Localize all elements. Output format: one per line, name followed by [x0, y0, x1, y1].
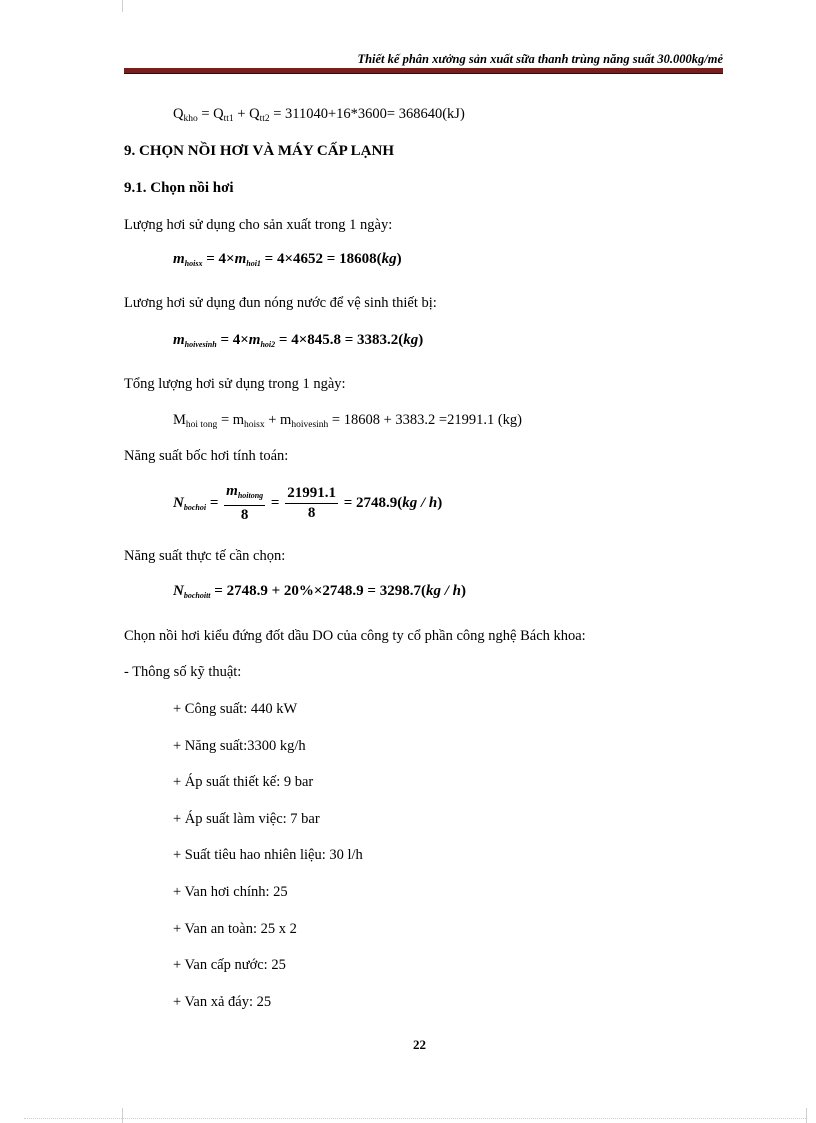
- paragraph-steam-cleaning: Lương hơi sử dụng đun nóng nước để vệ sinh thiết bị:: [124, 295, 437, 311]
- spec-item: + Van hơi chính: 25: [173, 884, 288, 900]
- page-number: 22: [413, 1037, 426, 1052]
- equation-m-hoisx: $m_{hoisx} = 4\times m_{hoi1} = 4\times 4652 = 18608(kg)$: [173, 251, 402, 268]
- fraction-total-over-8: $\frac{m_{hoitong}}{8}$: [226, 483, 264, 523]
- paragraph-total-steam: Tổng lượng hơi sử dụng trong 1 ngày:: [124, 376, 346, 392]
- paragraph-evaporation-capacity: Năng suất bốc hơi tính toán:: [124, 448, 289, 464]
- spec-item: + Van an toàn: 25 x 2: [173, 921, 297, 937]
- section-9-heading: 9. CHỌN NỒI HƠI VÀ MÁY CẤP LẠNH: [124, 143, 395, 159]
- spec-item: + Áp suất làm việc: 7 bar: [173, 811, 320, 827]
- fraction-value-over-8: $\frac{21991.1}{8}$: [287, 485, 336, 521]
- crop-mark-bottom-right: [806, 1108, 807, 1123]
- header-title: Thiết kế phân xưởng sản xuất sữa thanh trùng năng suất 30.000kg/mẻ: [357, 52, 723, 66]
- spec-item: + Van cấp nước: 25: [173, 957, 286, 973]
- crop-mark-bottom-left: [122, 1108, 123, 1123]
- header-rule: [124, 68, 723, 74]
- section-9-1-heading: 9.1. Chọn nồi hơi: [124, 180, 234, 196]
- equation-n-bochoitt: $N_{bochoitt} = 2748.9 + 20\%\times 2748.9 = 3298.7(kg / h)$: [173, 583, 466, 600]
- spec-item: + Áp suất thiết kế: 9 bar: [173, 774, 314, 790]
- page-bottom-edge: [24, 1118, 806, 1119]
- paragraph-boiler-choice: Chọn nồi hơi kiểu đứng đốt dầu DO của công ty cổ phần công nghệ Bách khoa:: [124, 628, 586, 644]
- spec-item: + Van xả đáy: 25: [173, 994, 272, 1010]
- paragraph-specs-title: - Thông số kỹ thuật:: [124, 664, 242, 680]
- equation-n-bochoi: $N_{bochoi}$ = $\frac{m_{hoitong}}{8}$ = $\frac{21991.1}{8}$ = 2748.9(kg / h): [173, 483, 443, 523]
- spec-item: + Công suất: 440 kW: [173, 701, 298, 717]
- crop-mark-top-left: [122, 0, 123, 12]
- paragraph-actual-capacity: Năng suất thực tế cần chọn:: [124, 548, 286, 564]
- spec-item: + Suất tiêu hao nhiên liệu: 30 l/h: [173, 847, 363, 863]
- total-steam-equation: $M_{hoi tong} = m_{hoisx} + m_{hoivesinh} = 18608 + 3383.2 =21991.1$ (kg): [173, 412, 522, 430]
- q-kho-equation: $Q_{kho} = Q_{tt1} + Q_{tt2} = 311040+16*3600= 368640(kJ)$: [173, 106, 465, 124]
- spec-item: + Năng suất:3300 kg/h: [173, 738, 306, 754]
- equation-m-hoivesinh: $m_{hoivesinh} = 4\times m_{hoi2} = 4\times 845.8 = 3383.2(kg)$: [173, 332, 424, 349]
- paragraph-steam-production: Lượng hơi sử dụng cho sản xuất trong 1 ngày:: [124, 217, 393, 233]
